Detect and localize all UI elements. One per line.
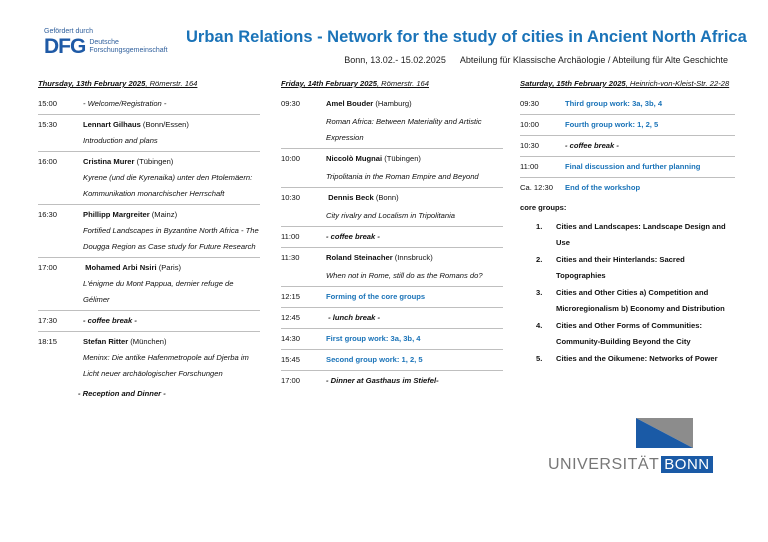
schedule-item: 10:00 Fourth group work: 1, 2, 5 [520,119,659,129]
talk-title: Meninx: Die antike Hafenmetropole auf Djerba im Licht neuer archäologischer Forschungen [83,352,249,378]
subtitle-department: Abteilung für Klassische Archäologie / Abteilung für Alte Geschichte [459,55,728,65]
core-group-item: 2. Cities and their Hinterlands: Sacred Topographies [536,254,685,280]
talk-title: Introduction and plans [83,135,158,145]
schedule-item: 12:45 - lunch break - [281,312,381,322]
schedule-item: 11:00 Final discussion and further planning [520,161,701,171]
talk-title: City rivalry and Localism in Tripolitania [326,210,455,220]
evening-event: - Reception and Dinner - [78,388,166,398]
day-heading: Friday, 14th February 2025, Römerstr. 164 [281,79,430,88]
schedule-item: 11:00 - coffee break - [281,231,380,241]
schedule-item: 10:30 - coffee break - [520,140,619,150]
talk-title: L'énigme du Mont Pappua, dernier refuge de Gélimer [83,278,234,304]
schedule-item: 12:15 Forming of the core groups [281,291,426,301]
schedule-item: 17:00 - Dinner at Gasthaus im Stiefel- [281,375,439,385]
schedule-item: 17:30 - coffee break - [38,315,137,325]
talk-title: Roman Africa: Between Materiality and Artistic Expression [326,116,482,142]
bonn-logo-mark-icon [548,418,698,458]
dfg-mark: DFG [44,35,86,58]
core-groups-heading: core groups: [520,202,567,212]
core-group-item: 1. Cities and Landscapes: Landscape Design and Use [536,221,726,247]
schedule-item: 09:30 Amel Bouder (Hamburg) [281,98,412,108]
core-group-item: 5. Cities and the Oikumene: Networks of Power [536,353,718,363]
dfg-name: Deutsche Forschungsgemeinschaft [89,39,168,54]
schedule-item: 16:30 Phillipp Margreiter (Mainz) [38,209,178,219]
schedule-item: 11:30 Roland Steinacher (Innsbruck) [281,252,433,262]
schedule-item: 17:00 Mohamed Arbi Nsiri (Paris) [38,262,182,272]
talk-title: Fortified Landscapes in Byzantine North Africa - The Dougga Region as Case study for Future Research [83,225,259,251]
dfg-logo [44,28,194,58]
university-bonn-logo [548,418,710,478]
schedule-item: 10:00 Niccolò Mugnai (Tübingen) [281,153,421,163]
day-heading: Thursday, 13th February 2025, Römerstr. 164 [38,79,198,88]
day-friday [281,79,503,389]
schedule-item: 09:30 Third group work: 3a, 3b, 4 [520,98,663,108]
schedule-item: 15:30 Lennart Gilhaus (Bonn/Essen) [38,119,189,129]
dfg-funded-label: Gefördert durch [44,28,94,35]
schedule-item: 10:30 Dennis Beck (Bonn) [281,192,399,202]
talk-title: Tripolitania in the Roman Empire and Beyond [326,171,479,181]
schedule-item: 16:00 Cristina Murer (Tübingen) [38,156,174,166]
schedule-item: 15:45 Second group work: 1, 2, 5 [281,354,423,364]
day-thursday [38,79,260,402]
day-saturday [520,79,735,368]
page-subtitle [344,55,728,65]
subtitle-place: Bonn, 13.02.- 15.02.2025 [344,55,446,65]
talk-title: When not in Rome, still do as the Romans do? [326,270,483,280]
talk-title: Kyrene (und die Kyrenaika) unter den Ptolemäern: Kommunikation monarchischer Herrschaft [83,172,253,198]
schedule-item: 15:00 - Welcome/Registration - [38,98,167,108]
core-group-item: 4. Cities and Other Forms of Communities: Community-Building Beyond the City [536,320,702,346]
university-wordmark: UNIVERSITÄT BONN [548,456,713,474]
day-heading: Saturday, 15th February 2025, Heinrich-von-Kleist-Str. 22-28 [520,79,730,88]
page-title: Urban Relations - Network for the study of cities in Ancient North Africa [186,28,747,46]
schedule-item: 14:30 First group work: 3a, 3b, 4 [281,333,421,343]
core-groups-list [536,219,735,367]
schedule-item: Ca. 12:30 End of the workshop [520,182,641,192]
schedule-item: 18:15 Stefan Ritter (München) [38,336,167,346]
core-group-item: 3. Cities and Other Cities a) Competition and Microregionalism b) Economy and Distribution [536,287,725,313]
